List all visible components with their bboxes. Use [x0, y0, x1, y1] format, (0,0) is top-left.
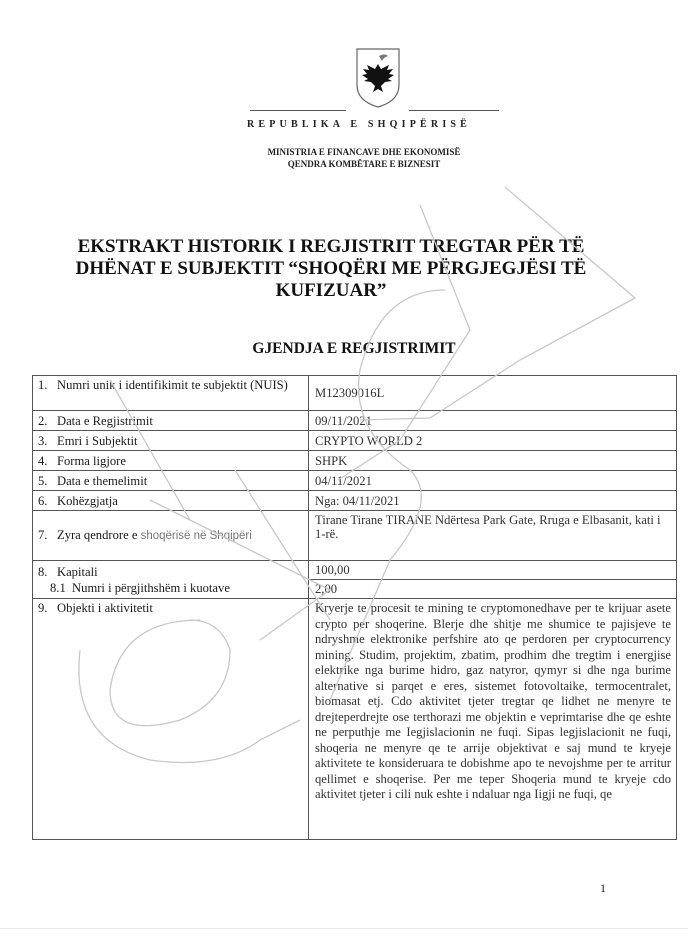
page-number: 1 — [600, 881, 606, 895]
row-number: 6. — [38, 493, 48, 508]
label-text: Objekti i aktivitetit — [57, 601, 153, 615]
ministry-name: MINISTRIA E FINANCAVE DHE EKONOMISË — [267, 147, 461, 157]
row-number: 1. — [38, 378, 48, 392]
section-title: GJENDJA E REGJISTRIMIT — [252, 340, 456, 357]
row-label — [33, 431, 309, 451]
table-row — [33, 451, 677, 471]
header-rule-right — [409, 110, 499, 111]
table-row — [33, 599, 677, 840]
table-row — [33, 471, 677, 491]
row-number: 4. — [38, 453, 48, 468]
registration-date-value: 09/11/2021 — [309, 411, 677, 431]
row-label — [33, 471, 309, 491]
capital-value: 100,00 — [309, 561, 677, 580]
row-number: 5. — [38, 473, 48, 488]
label-text: Emri i Subjektit — [57, 433, 138, 448]
row-number: 9. — [38, 601, 48, 615]
page-bottom-edge — [0, 928, 688, 929]
founding-date-value: 04/11/2021 — [309, 471, 677, 491]
headquarters-address-value: Tirane Tirane TIRANE Ndërtesa Park Gate, Rruga e Elbasanit, kati i 1-rë. — [309, 511, 677, 561]
row-label — [33, 411, 309, 431]
albanian-eagle-coat-of-arms-icon — [355, 47, 401, 109]
shares-label — [38, 580, 303, 596]
shares-count-value: 2,00 — [309, 580, 677, 599]
table-row — [33, 431, 677, 451]
table-row — [33, 511, 677, 561]
row-number: 3. — [38, 433, 48, 448]
activity-object-value: Kryerje te procesit te mining te cryptomonedhave per te krijuar asete crypto per shoqerine. Blerje dhe shitje me shumice te pajisjeve te ndryshme elektronike perfshire ato qe perdoren per cryptocurrency mining. Studim, projektim, zbatim, prodhim dhe tregtim i energjise elektrike nga burime hidro, gaz natyror, qymyr si dhe nga burime alternative si parqet e eres, sistemet fotovoltaike, termocentralet, biomasat etj. Cdo aktivitet tjeter tregtar qe lidhet ne menyre te drejteperdrejte ose terthorazi me objektin e veprimtarise dhe qe eshte ne perputhje me Iegjislacionin ne fuqi. Sipas legjislacionit ne fuqi, shoqeria ne menyre qe te arrije objektivat e saj mund te kryeje aktivitete te konsideruara te dobishme apo te nevojshme per te arritur qellimet e shoqerise. Per me teper Shoqeria mund te kryeje cdo aktivitet tjeter i cili nuk eshte i ndaluar nga Iigji ne fuqi, qe — [309, 599, 677, 840]
table-row — [33, 376, 677, 411]
nuis-value: M12309016L — [309, 376, 677, 411]
business-center-name: QENDRA KOMBËTARE E BIZNESIT — [287, 159, 441, 169]
ministry-heading — [0, 146, 688, 170]
table-row — [33, 491, 677, 511]
capital-label — [38, 564, 303, 580]
row-number: 8.1 — [50, 580, 66, 595]
header-rule-left — [250, 110, 346, 111]
row-label — [33, 491, 309, 511]
row-number: 2. — [38, 413, 48, 428]
row-label — [33, 599, 309, 840]
document-title: EKSTRAKT HISTORIK I REGJISTRIT TREGTAR PËR TË DHËNAT E SUBJEKTIT “SHOQËRI ME PËRGJEGJËSI TË KUFIZUAR” — [75, 236, 587, 301]
legal-form-value: SHPK — [309, 451, 677, 471]
label-text: Data e Regjistrimit — [57, 413, 153, 428]
label-text: Numri i përgjithshëm i kuotave — [72, 580, 230, 595]
label-text: Kapitali — [57, 564, 98, 579]
row-label — [33, 376, 309, 411]
table-row — [33, 411, 677, 431]
registration-table — [32, 375, 677, 840]
label-text: Numri unik i identifikimit te subjektit (NUIS) — [57, 378, 288, 392]
republic-heading: REPUBLIKA E SHQIPËRISË — [246, 119, 472, 130]
label-text: Forma ligjore — [57, 453, 126, 468]
table-row — [33, 561, 677, 580]
row-label — [33, 561, 309, 599]
label-text-grey: shoqërisë në Shqipëri — [140, 530, 252, 542]
duration-value: Nga: 04/11/2021 — [309, 491, 677, 511]
row-label — [33, 451, 309, 471]
row-number: 7. — [38, 528, 48, 542]
label-text: Zyra qendrore e — [57, 528, 141, 542]
label-text: Kohëzgjatja — [57, 493, 118, 508]
row-label — [33, 511, 309, 561]
label-text: Data e themelimit — [57, 473, 148, 488]
subject-name-value: CRYPTO WORLD 2 — [309, 431, 677, 451]
row-number: 8. — [38, 564, 48, 579]
